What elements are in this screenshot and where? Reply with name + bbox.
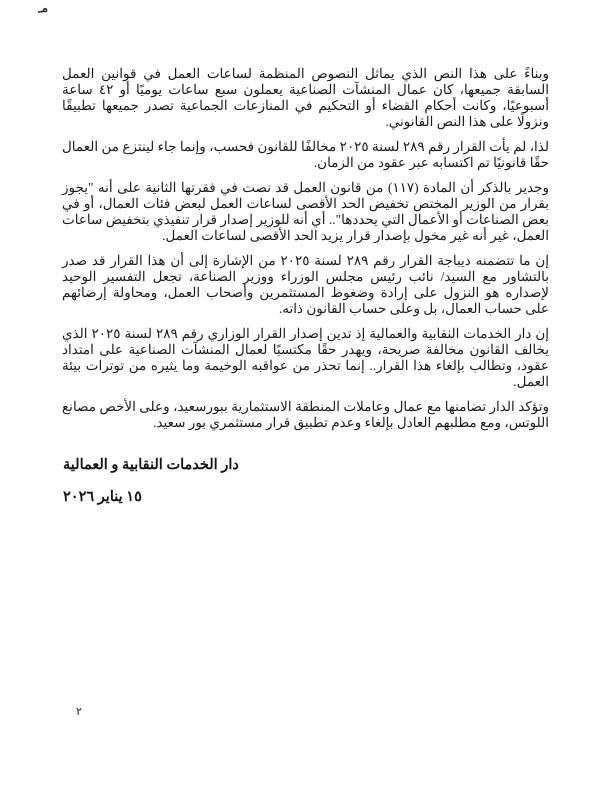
document-body [62,66,549,440]
signature-date: ١٥ يناير ٢٠٢٦ [63,489,142,505]
paragraph-decree-preamble: إن ما تتضمنه ديباجة القرار رقم ٢٨٩ لسنة ٢٠٢٥ من الإشارة إلى أن هذا القرار قد صدر بالتشاور مع السيد/ نائب رئيس مجلس الوزراء ووزير الصناعة، تجعل التفسير الوحيد لإصداره هو النزول على إرادة وضغوط المستثمرين وأصحاب العمل، ومحاولة إرضائهم على حساب العمال، بل وعلى حساب القانون ذاته. [62,253,550,316]
page-number: ٢ [76,706,82,718]
paragraph-condemnation: إن دار الخدمات النقابية والعمالية إذ تدين إصدار القرار الوزاري رقم ٢٨٩ لسنة ٢٠٢٥ الذي يخالف القانون مخالفة صريحة، ويهدر حقًا مكتسبًا لعمال المنشآت الصناعية على امتداد عقود، وتطالب بإلغاء هذا القرار.. إنما تحذر من عواقبه الوخيمة وما يثيره من توترات بيئة العمل. [62,326,549,389]
signature-organization: دار الخدمات النقابية و العمالية [63,457,239,473]
paragraph-working-hours-history: وبناءً على هذا النص الذي يماثل النصوص المنظمة لساعات العمل في قوانين العمل السابقة جميعها، كان عمال المنشآت الصناعية يعملون سبع ساعات يوميًا أو ٤٢ ساعة أسبوعيًا، وكانت أحكام القضاء أو التحكيم في المنازعات الجماعية تصدر جميعها تطبيقًا ونزولًا على هذا النص القانوني. [62,66,550,129]
paragraph-decree-violation: لذا، لم يأت القرار رقم ٢٨٩ لسنة ٢٠٢٥ مخالفًا للقانون فحسب، وإنما جاء لينتزع من العمال حقًا قانونيًا تم اكتسابه عبر عقود من الزمان. [62,139,550,170]
handwritten-corner-mark: مـ [37,0,49,16]
paragraph-article-117: وجدير بالذكر أن المادة (١١٧) من قانون العمل قد نصت في فقرتها الثانية على أنه "يجوز بقرار من الوزير المختص تخفيض الحد الأقصى لساعات العمل لبعض فئات العمال، أو في بعض الصناعات أو الأعمال التي يحددها".. أي أنه للوزير إصدار قرار تنفيذي بتخفيض ساعات العمل، غير أنه غير مخول بإصدار قرار يزيد الحد الأقصى لساعات العمل. [62,180,549,243]
signature-block [63,456,239,506]
paragraph-solidarity: وتؤكد الدار تضامنها مع عمال وعاملات المنطقة الاستثمارية ببورسعيد، وعلى الأخص مصانع اللوتس، ومع مطلبهم العادل بإلغاء وعدم تطبيق قرار مستثمري بور سعيد. [62,399,549,430]
